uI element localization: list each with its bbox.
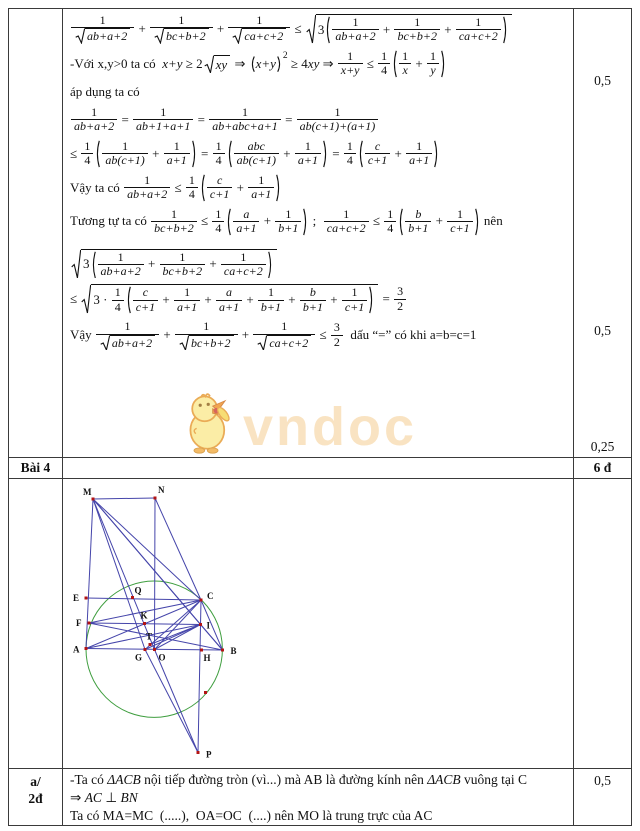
- svg-text:N: N: [158, 485, 165, 496]
- part-label: [9, 769, 63, 825]
- problem-header-row: [9, 457, 631, 478]
- svg-text:A: A: [73, 644, 80, 655]
- svg-text:B: B: [230, 646, 237, 657]
- answer-line-3: Ta có MA=MC (.....), OA=OC (....) nên MO là trung trực của AC: [70, 808, 433, 823]
- score-badge-2: 0,5: [594, 323, 611, 338]
- figure-row: [9, 478, 631, 768]
- formula-line-9: ≤ 3 · $\frac{1}{4}$ $\frac{c}{c+1}$ + $\frac{1}{a+1}$ + $\frac{a}{a+1}$ + $\frac{1}{b+1}$ + $\frac{b}{b+1}$ + $\frac{1}{c+1}$ = $\frac{3}{2}$: [70, 284, 567, 314]
- answer-row: [9, 768, 631, 825]
- answer-score-cell: [574, 769, 631, 825]
- svg-text:G: G: [135, 652, 143, 663]
- svg-text:P: P: [206, 749, 212, 760]
- solution-row: [9, 9, 631, 457]
- figure-cell: [63, 479, 574, 768]
- svg-text:H: H: [203, 653, 211, 664]
- formula-line-8: 3 $\frac{1}{ab+a+2}$ + $\frac{1}{bc+b+2}$ + $\frac{1}{ca+c+2}$: [70, 249, 567, 279]
- problem-header-empty-cell: [63, 458, 574, 478]
- answer-line-1: -Ta có ΔACB nội tiếp đường tròn (vì...) mà AB là đường kính nên ΔACB vuông tại C: [70, 772, 528, 787]
- part-letter: a/: [30, 774, 41, 789]
- score-column: [574, 9, 631, 457]
- svg-text:E: E: [73, 593, 80, 604]
- svg-text:O: O: [158, 652, 166, 663]
- watermark: [183, 391, 417, 455]
- solution-cell: [63, 9, 574, 457]
- svg-text:K: K: [140, 610, 148, 621]
- formula-line-6: Vậy ta có $\frac{1}{ab+a+2}$ ≤ $\frac{1}{4}$ $\frac{c}{c+1}$ + $\frac{1}{a+1}$: [70, 174, 567, 202]
- row1-label-cell: [9, 9, 63, 457]
- svg-text:C: C: [207, 591, 214, 602]
- answer-table: [8, 8, 632, 826]
- answer-line-2: ⇒ AC ⊥ BN: [70, 790, 138, 805]
- formula-line-5: ≤ $\frac{1}{4}$ $\frac{1}{ab(c+1)}$ + $\frac{1}{a+1}$ = $\frac{1}{4}$ $\frac{\text{abc}}{ab(c+1)}$ + $\frac{1}{a+1}$ = $\frac{1}{4}$ $\frac{c}{c+1}$ + $\frac{1}{a+1}$: [70, 140, 567, 168]
- formula-line-7: Tương tự ta có $\frac{1}{bc+b+2}$ ≤ $\frac{1}{4}$ $\frac{a}{a+1}$ + $\frac{1}{b+1}$ ; $\frac{1}{ca+c+2}$ ≤ $\frac{1}{4}$ $\frac{b}{b+1}$ + $\frac{1}{c+1}$ nên: [70, 206, 503, 236]
- svg-text:M: M: [83, 487, 92, 498]
- figure-label-cell: [9, 479, 63, 768]
- score-badge-1: 0,5: [594, 73, 611, 88]
- formula-line-1: $\frac{1}{ab+a+2}$ + $\frac{1}{bc+b+2}$ + $\frac{1}{ca+c+2}$ ≤ 3 $\frac{1}{ab+a+2}$ + $\frac{1}{bc+b+2}$ + $\frac{1}{ca+c+2}$: [70, 14, 567, 44]
- svg-text:T: T: [146, 631, 153, 642]
- formula-line-10: Vậy $\frac{1}{ab+a+2}$ + $\frac{1}{bc+b+2}$ + $\frac{1}{ca+c+2}$ ≤ $\frac{3}{2}$ dấu “=” có khi a=b=c=1: [70, 319, 477, 350]
- formula-line-2: -Với x,y>0 ta có x+y ≥ 2 xy ⇒ x+y 2 ≥ 4 xy ⇒ $\frac{1}{x+y}$ ≤ $\frac{1}{4}$ $\frac{1}{x}$ + $\frac{1}{y}$: [70, 50, 567, 78]
- problem-number: Bài 4: [9, 458, 63, 478]
- score-badge-3: 0,25: [590, 439, 615, 454]
- svg-text:Q: Q: [134, 585, 142, 596]
- figure-score-cell: [574, 479, 631, 768]
- total-score: 6 đ: [593, 460, 612, 476]
- part-points: 2đ: [28, 791, 43, 806]
- geometry-figure: [65, 484, 261, 770]
- svg-text:F: F: [76, 618, 82, 629]
- formula-line-3: áp dụng ta có: [70, 83, 140, 99]
- chick-mascot-icon: [183, 391, 237, 455]
- score-badge-4: 0,5: [594, 773, 611, 788]
- svg-text:I: I: [206, 620, 211, 631]
- answer-cell: [63, 769, 574, 825]
- watermark-text: vndoc: [243, 397, 418, 457]
- formula-line-4: $\frac{1}{ab+a+2}$ = $\frac{1}{ab+1+a+1}$ = $\frac{1}{\text{ab+abc+a+1}}$ = $\frac{1}{ab(c+1)+(a+1)}$: [70, 106, 567, 134]
